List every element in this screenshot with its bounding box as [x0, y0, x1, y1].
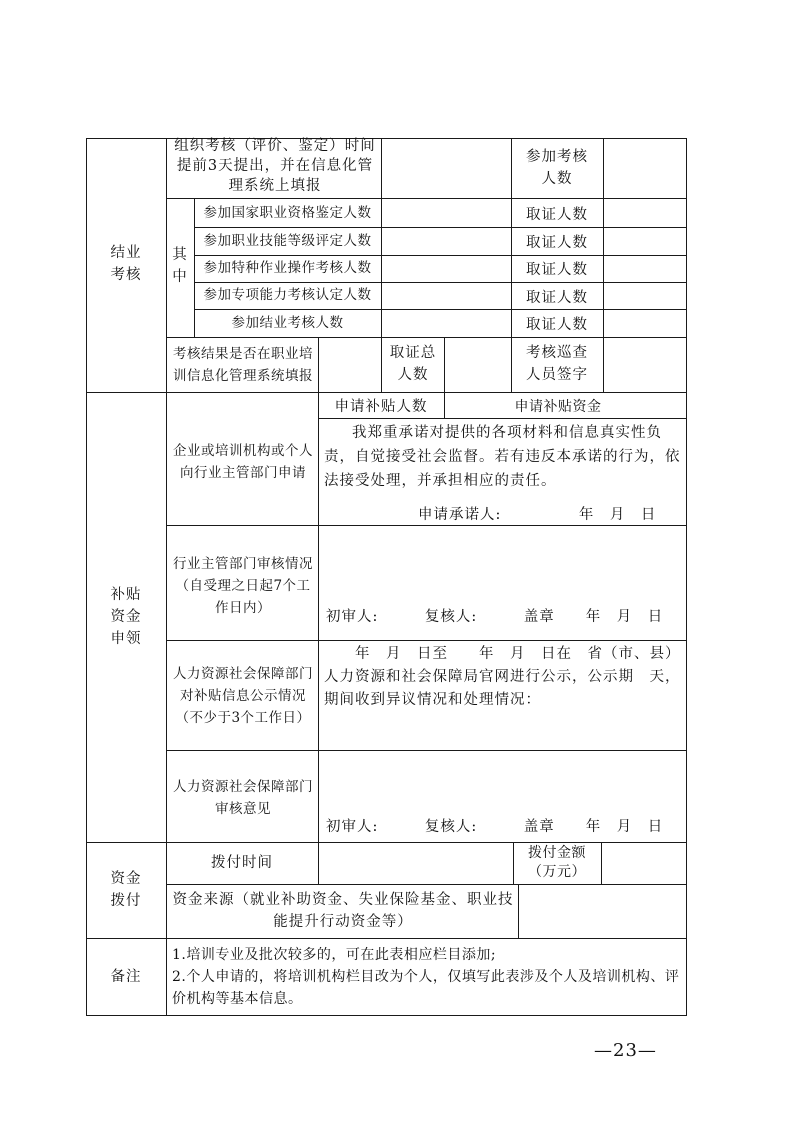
applicant-label: 企业或培训机构或个人向行业主管部门申请 [173, 443, 313, 481]
divider-subsidy-payment [86, 842, 687, 843]
exam-row-label: 参加职业技能等级评定人数 [203, 233, 372, 249]
result-label: 考核结果是否在职业培训信息化管理系统填报 [173, 346, 313, 384]
result-col-b [444, 337, 445, 392]
payment-col-b [513, 842, 514, 884]
table-border-bottom [86, 1015, 687, 1016]
exam-row-line-4 [194, 309, 687, 310]
remarks-section-label: 备注 [110, 969, 142, 985]
pledge-text: 我郑重承诺对提供的各项材料和信息真实性负责，自觉接受社会监督。若有违反本承诺的行为，依法接受处理，并承担相应的责任。 [324, 425, 681, 489]
inspector-label: 考核巡查 人员签字 [526, 345, 588, 383]
divider-payment-remarks [86, 938, 687, 939]
exam-header-bottom [166, 198, 687, 199]
exam-row-line-5 [166, 337, 687, 338]
payment-source-divider [518, 884, 519, 938]
subsidy-header-bottom [318, 418, 687, 419]
pledge-sign-line: 申请承诺人: 年 月 日 [418, 507, 657, 523]
payment-col-a [318, 842, 319, 884]
exam-col-a [381, 138, 382, 392]
exam-row-line-2 [194, 255, 687, 256]
among-column-divider [194, 198, 195, 337]
industry-sign-line: 初审人: 复核人: 盖章 年 月 日 [326, 609, 664, 625]
total-cert-label: 取证总 人数 [389, 345, 437, 383]
result-col-a [318, 337, 319, 392]
exam-row-line-1 [194, 227, 687, 228]
publicity-label: 人力资源社会保障部门对补贴信息公示情况（不少于3个工作日） [173, 666, 313, 726]
exam-col-c [603, 138, 604, 392]
payment-col-c [601, 842, 602, 884]
hr-sign-line: 初审人: 复核人: 盖章 年 月 日 [326, 819, 664, 835]
remarks-line-2: 2.个人申请的，将培训机构栏目改为个人，仅填写此表涉及个人及培训机构、评价机构等基本信息。 [172, 969, 680, 1007]
apply-amount-label: 申请补贴资金 [514, 399, 602, 415]
divider-exam-subsidy [86, 392, 687, 393]
payment-amount-label: 拨付金额 （万元） [528, 845, 586, 880]
exam-section-label: 结业 考核 [110, 245, 142, 283]
payment-section-label: 资金 拨付 [110, 871, 142, 909]
subsidy-header-col-a [444, 392, 445, 418]
remarks-line-1: 1.培训专业及批次较多的，可在此表相应栏目添加; [172, 947, 497, 963]
exam-row-label: 参加结业考核人数 [231, 315, 344, 331]
table-border-left [86, 138, 87, 1015]
exam-row-cert-label: 取证人数 [526, 207, 588, 223]
exam-col-b [511, 138, 512, 392]
subsidy-label-divider [318, 392, 319, 842]
exam-row-label: 参加专项能力考核认定人数 [203, 287, 372, 303]
exam-row-label: 参加特种作业操作考核人数 [203, 260, 372, 276]
hr-review-label: 人力资源社会保障部门审核意见 [173, 779, 313, 817]
publicity-bottom [166, 750, 687, 751]
apply-count-label: 申请补贴人数 [334, 399, 428, 415]
exam-row-cert-label: 取证人数 [526, 262, 588, 278]
exam-row-line-3 [194, 282, 687, 283]
payment-time-label: 拨付时间 [211, 855, 273, 871]
exam-row-cert-label: 取证人数 [526, 317, 588, 333]
exam-row-cert-label: 取证人数 [526, 290, 588, 306]
page-number: —23— [594, 1040, 657, 1061]
payment-row-divider [166, 884, 687, 885]
publicity-text: 年 月 日至 年 月 日在 省（市、县）人力资源和社会保障局官网进行公示，公示期 天，期间收到异议情况和处理情况： [324, 646, 681, 708]
subsidy-section-label: 补贴 资金 申领 [110, 587, 142, 647]
exam-row-label: 参加国家职业资格鉴定人数 [203, 205, 372, 221]
among-label: 其 中 [172, 247, 188, 285]
exam-row-cert-label: 取证人数 [526, 235, 588, 251]
organize-exam-label: 组织考核（评价、鉴定）时间提前3天提出，并在信息化管理系统上填报 [174, 138, 376, 194]
participants-label: 参加考核 人数 [526, 149, 588, 187]
industry-review-label: 行业主管部门审核情况（自受理之日起7个工作日内） [173, 556, 313, 616]
fund-source-label: 资金来源（就业补助资金、失业保险基金、职业技能提升行动资金等） [172, 892, 514, 930]
industry-bottom [166, 640, 687, 641]
